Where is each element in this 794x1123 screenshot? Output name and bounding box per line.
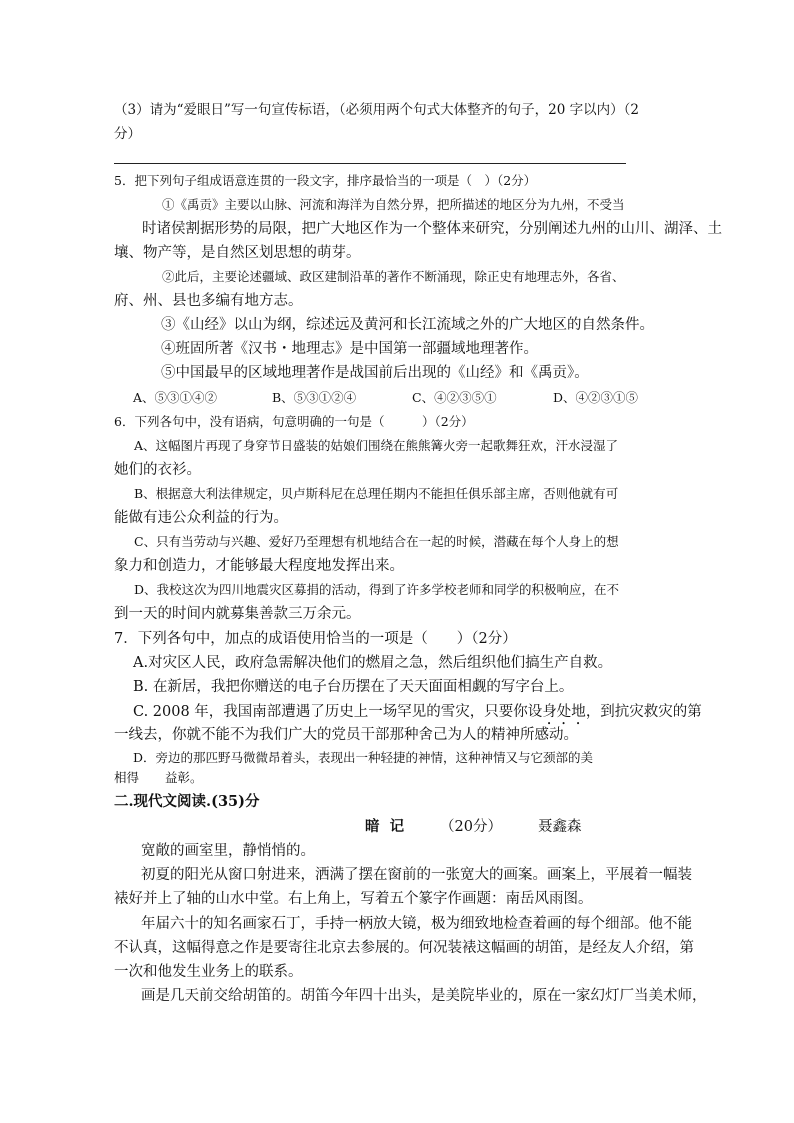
- q7-option-a: A.对灾区人民，政府急需解决他们的燃眉之急，然后组织他们搞生产自救。: [133, 655, 613, 671]
- q7-option-d-pre: 相得: [114, 770, 140, 785]
- q5-option-d: D、④②③①⑤: [553, 390, 639, 405]
- q5-sentence-1-line-1: ①《禹贡》主要以山脉、河流和海洋为自然分界，把所描述的地区分为九州，不受当: [162, 197, 625, 212]
- passage-score: （20分）: [440, 819, 502, 835]
- q6-option-d-line-1: D、我校这次为四川地震灾区募捐的活动，得到了许多学校老师和同学的积极响应，在不: [134, 582, 620, 597]
- q7-option-c-post: ，到抗灾救灾的第: [585, 704, 702, 720]
- q7-option-d-line-1: D．旁边的那匹野马微微昂着头，表现出一种轻捷的神情，这种神情又与它颈部的美: [133, 750, 594, 765]
- section-heading: 二.现代文阅读.(35)分: [114, 793, 260, 810]
- q6-option-d-line-2: 到一天的时间内就募集善款三万余元。: [114, 606, 361, 622]
- q6-option-c-line-1: C、只有当劳动与兴趣、爱好乃至理想有机地结合在一起的时候，潜藏在每个人身上的想: [134, 534, 619, 549]
- q5-sentence-1-line-2: 时诸侯割据形势的局限，把广大地区作为一个整体来研究，分别阐述九州的山川、湖泽、土: [142, 221, 722, 237]
- q5-sentence-2-line-1: ②此后，主要论述疆域、政区建制沿革的著作不断涌现，除正史有地理志外，各省、: [162, 269, 625, 284]
- q5-sentence-1-line-3: 壤、物产等，是自然区划思想的萌芽。: [114, 245, 361, 261]
- passage-paragraph-3-line-1: 年届六十的知名画家石丁，手持一柄放大镜，极为细致地检查着画的每个细部。他不能: [141, 916, 692, 932]
- q6-option-c-line-2: 象力和创造力，才能够最大程度地发挥出来。: [114, 558, 404, 574]
- q5-sentence-4: ④班固所著《汉书・地理志》是中国第一部疆域地理著作。: [161, 341, 538, 357]
- q7-stem: 7．下列各句中，加点的成语使用恰当的一项是（ ）（2分）: [114, 631, 517, 647]
- q5-option-c: C、④②③⑤①: [412, 390, 497, 405]
- q7-option-d-post: 益彰。: [165, 770, 203, 785]
- q7-option-c-line-1: [133, 704, 702, 728]
- passage-paragraph-4: 画是几天前交给胡笛的。胡笛今年四十出头，是美院毕业的，原在一家幻灯厂当美术师，: [141, 988, 707, 1004]
- q6-option-a-line-2: 她们的衣衫。: [114, 462, 201, 478]
- q5-sentence-2-line-2: 府、州、县也多编有地方志。: [114, 293, 303, 309]
- q7-option-b: B. 在新居，我把你赠送的电子台历摆在了天天面面相觑的写字台上。: [133, 679, 574, 695]
- q3-line-2: 分）: [114, 126, 141, 142]
- passage-paragraph-2-line-2: 裱好并上了轴的山水中堂。右上角上，写着五个篆字作画题：南岳风雨图。: [114, 891, 593, 907]
- passage-paragraph-3-line-2: 不认真，这幅得意之作是要寄往北京去参展的。何况装裱这幅画的胡笛，是经友人介绍，第: [114, 940, 694, 956]
- passage-paragraph-3-line-3: 一次和他发生业务上的联系。: [114, 964, 303, 980]
- q7-option-c-line-2: 一线去，你就不能不为我们广大的党员干部那种舍己为人的精神所感动。: [114, 727, 578, 743]
- q7-option-c-dotted-idiom: 身处地: [542, 704, 586, 720]
- q7-option-d-line-2: [114, 772, 203, 785]
- passage-author: 聂鑫森: [538, 819, 582, 835]
- q5-option-b: B、⑤③①②④: [272, 390, 357, 405]
- passage-paragraph-1: 宽敞的画室里，静悄悄的。: [141, 843, 315, 859]
- q7-option-c-pre: C. 2008 年，我国南部遭遇了历史上一场罕见的雪灾，只要你设: [133, 704, 543, 720]
- passage-paragraph-2-line-1: 初夏的阳光从窗口射进来，洒满了摆在窗前的一张宽大的画案。画案上，平展着一幅装: [141, 867, 692, 883]
- q5-stem: 5．把下列句子组成语意连贯的一段文字，排序最恰当的一项是（ ）（2分）: [114, 173, 537, 188]
- q5-sentence-3: ③《山经》以山为纲，综述远及黄河和长江流域之外的广大地区的自然条件。: [161, 317, 654, 333]
- q6-option-b-line-2: 能做有违公众利益的行为。: [114, 510, 288, 526]
- q5-option-a: A、⑤③①④②: [133, 390, 218, 405]
- passage-title: 暗 记: [365, 818, 405, 835]
- q6-stem: 6．下列各句中，没有语病，句意明确的一句是（ ）（2分）: [114, 414, 474, 429]
- q6-option-b-line-1: B、根据意大利法律规定，贝卢斯科尼在总理任期内不能担任俱乐部主席，否则他就有可: [134, 486, 619, 501]
- q5-sentence-5: ⑤中国最早的区域地理著作是战国前后出现的《山经》和《禹贡》。: [161, 365, 589, 381]
- answer-line: [114, 163, 626, 164]
- q3-line-1: （3）请为“爱眼日”写一句宣传标语，（必须用两个句式大体整齐的句子，20 字以内）（2: [114, 102, 639, 118]
- q6-option-a-line-1: A、这幅图片再现了身穿节日盛装的姑娘们围绕在熊熊篝火旁一起歌舞狂欢，汗水浸湿了: [134, 438, 619, 453]
